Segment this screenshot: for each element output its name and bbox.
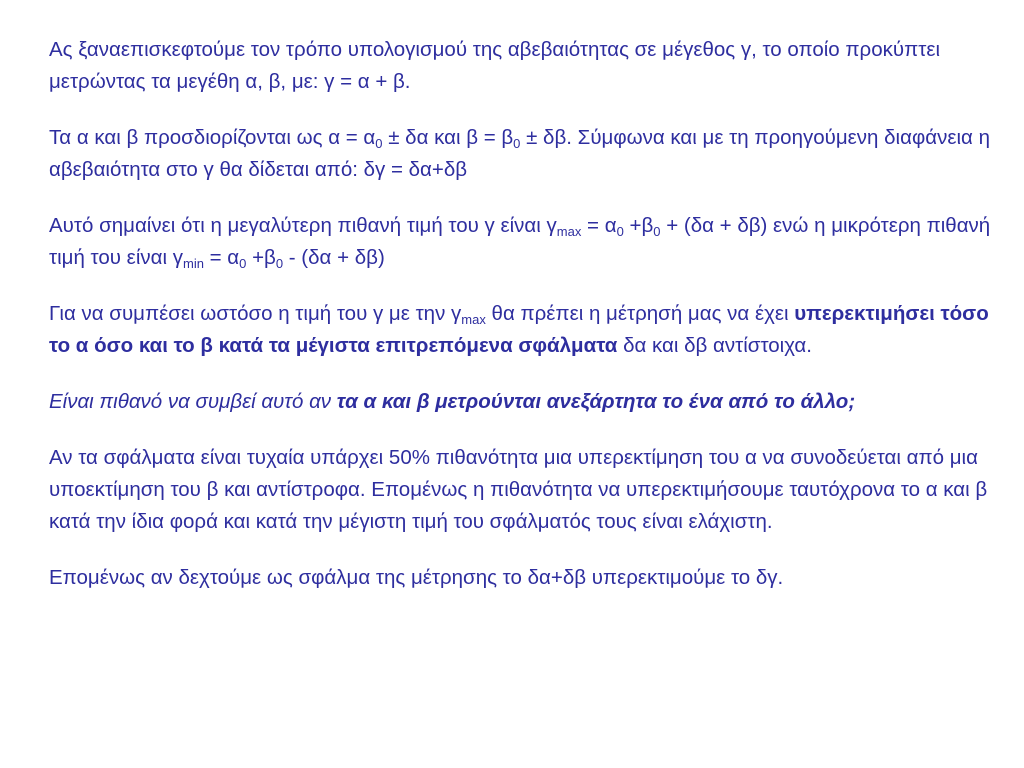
definitions-text-2: ± δα και β = β [382, 126, 514, 149]
coincide-bold-text: υπερεκτιμήσει τόσο το α όσο και το β κατά τα μέγιστα επιτρεπόμενα σφάλματα [49, 302, 989, 357]
coincide-text-2: θα πρέπει η μέτρησή μας να έχει [485, 302, 795, 325]
paragraph-random-errors [49, 442, 994, 538]
intro-text: Ας ξαναεπισκεφτούμε τον τρόπο υπολογισμού της αβεβαιότητας σε μέγεθος γ, το οποίο προκύπτει μετρώντας τα μεγέθη α, β, με: γ = α + β. [49, 38, 941, 93]
conclusion-text: Επομένως αν δεχτούμε ως σφάλμα της μέτρησης το δα+δβ υπερεκτιμούμε το δγ. [49, 566, 784, 589]
maxmin-text-5: = α [203, 246, 240, 269]
maxmin-text-7: - (δα + δβ) [283, 246, 385, 269]
coincide-text-1: Για να συμπέσει ωστόσο η τιμή του γ με την γ [49, 302, 462, 325]
random-errors-text: Αν τα σφάλματα είναι τυχαία υπάρχει 50% πιθανότητα μια υπερεκτίμηση του α να συνοδεύεται από μια υποεκτίμηση του β και αντίστροφα. Επομένως η πιθανότητα να υπερεκτιμήσουμε ταυτόχρονα το α και β κατά την ίδια φορά και κατά την μέγιστη τιμή του σφάλματός τους είναι ελάχιστη. [49, 446, 988, 533]
definitions-text-3: ± δβ. Σύμφωνα και με τη προηγούμενη διαφάνεια η αβεβαιότητα στο γ θα δίδεται από: δγ = δα+δβ [49, 126, 990, 181]
paragraph-question [49, 386, 994, 418]
subscript-alpha-zero: 0 [239, 256, 247, 271]
coincide-text-3: δα και δβ αντίστοιχα. [617, 334, 812, 357]
definitions-text-1: Τα α και β προσδιορίζονται ως α = α [49, 126, 376, 149]
subscript-beta-zero: 0 [653, 224, 661, 239]
subscript-alpha-zero: 0 [616, 224, 624, 239]
paragraph-conclusion [49, 562, 994, 594]
subscript-max: max [461, 312, 486, 327]
maxmin-text-6: +β [246, 246, 276, 269]
paragraph-intro [49, 34, 994, 98]
maxmin-text-2: = α [581, 214, 617, 237]
subscript-beta-zero: 0 [275, 256, 284, 271]
maxmin-text-1: Αυτό σημαίνει ότι η μεγαλύτερη πιθανή τιμή του γ είναι γ [49, 214, 557, 237]
subscript-min: min [182, 256, 204, 271]
paragraph-definitions [49, 122, 994, 186]
paragraph-max-min [49, 210, 994, 274]
question-italic-text: Είναι πιθανό να συμβεί αυτό αν [49, 390, 337, 413]
question-bold-italic-text: τα α και β μετρούνται ανεξάρτητα το ένα από το άλλο; [336, 390, 856, 413]
subscript-max: max [556, 224, 582, 239]
maxmin-text-4: + (δα + δβ) ενώ η μικρότερη πιθανή τιμή του είναι γ [49, 214, 991, 269]
paragraph-coincide [49, 298, 994, 362]
subscript-beta-zero: 0 [513, 136, 521, 151]
maxmin-text-3: +β [623, 214, 654, 237]
subscript-alpha-zero: 0 [375, 136, 383, 151]
